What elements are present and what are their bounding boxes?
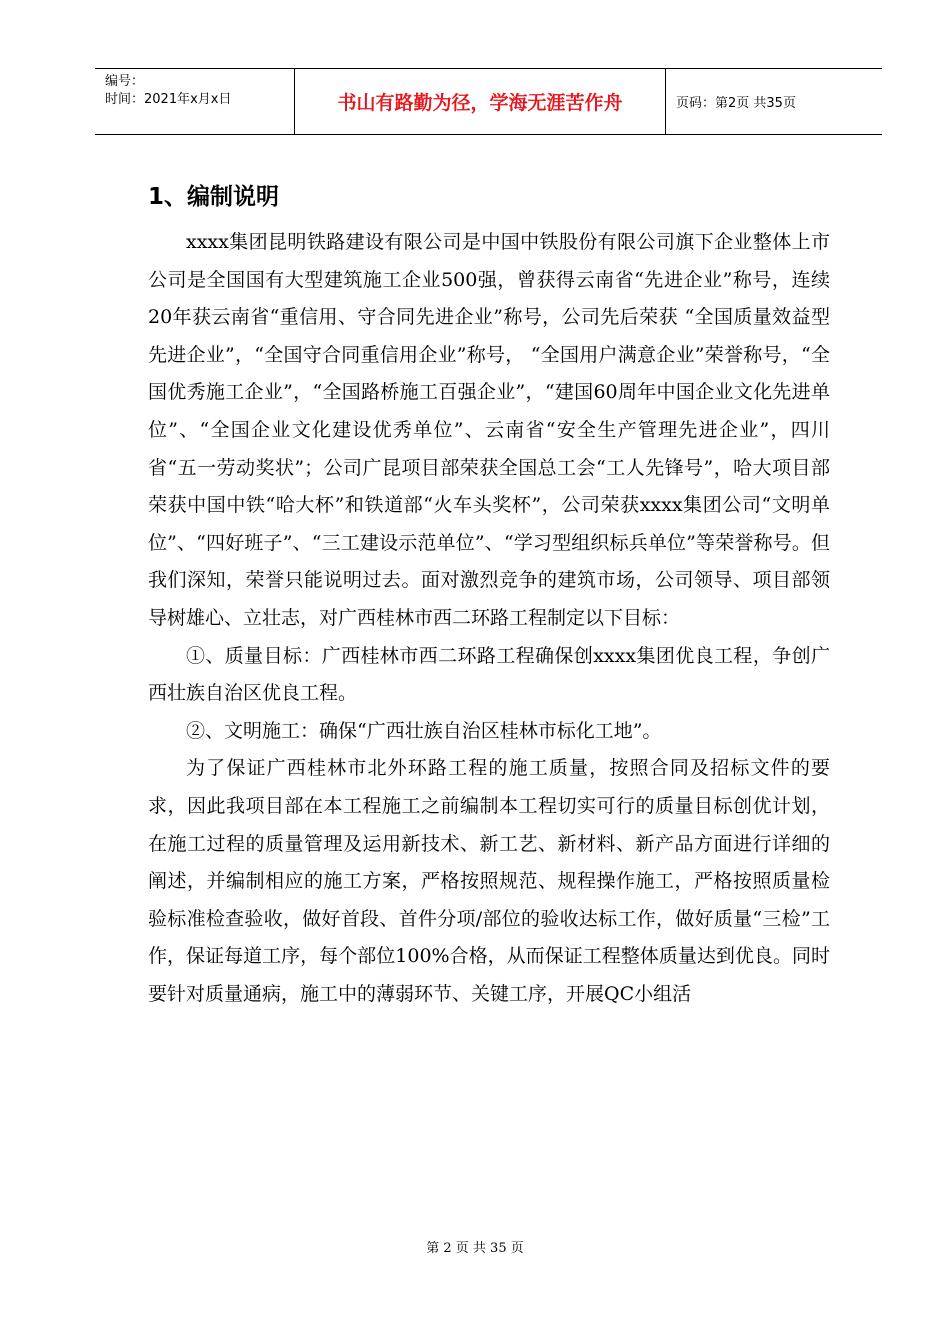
body-paragraph: ②、文明施工：确保“广西壮族自治区桂林市标化工地”。	[186, 719, 662, 742]
body-paragraph: ①、质量目标：广西桂林市西二环路工程确保创xxxx集团优良工程，争创广西壮族自治区优良工程。	[148, 644, 830, 705]
document-body	[148, 174, 830, 1013]
header-info-cell	[95, 69, 295, 134]
header-motto-cell	[295, 69, 666, 134]
header-page-number: 页码：第2页 共35页	[676, 96, 796, 111]
page-footer: 第 2 页 共 35 页	[426, 1241, 524, 1256]
section-heading: 1、编制说明	[148, 184, 280, 210]
header-motto: 书山有路勤为径，学海无涯苦作舟	[337, 92, 623, 114]
body-paragraph: 为了保证广西桂林市北外环路工程的施工质量，按照合同及招标文件的要求，因此我项目部在本工程施工之前编制本工程切实可行的质量目标创优计划，在施工过程的质量管理及运用新技术、新工艺、新材料、新产品方面进行详细的阐述，并编制相应的施工方案，严格按照规范、规程操作施工，严格按照质量检验标准检查验收，做好首段、首件分项/部位的验收达标工作，做好质量“三检”工作，保证每道工序，每个部位100%合格，从而保证工程整体质量达到优良。同时要针对质量通病，施工中的薄弱环节、关键工序，开展QC小组活	[148, 757, 830, 1005]
header-page-cell	[666, 69, 882, 134]
document-code-label: 编号：	[105, 74, 145, 89]
document-time-label: 时间：2021年x月x日	[105, 92, 232, 107]
body-paragraph: xxxx集团昆明铁路建设有限公司是中国中铁股份有限公司旗下企业整体上市公司是全国国有大型建筑施工企业500强，曾获得云南省“先进企业”称号，连续20年获云南省“重信用、守合同先进企业”称号，公司先后荣获 “全国质量效益型先进企业”，“全国守合同重信用企业”称号， “全国用户满意企业”荣誉称号，“全国优秀施工企业”，“全国路桥施工百强企业”，“建国60周年中国企业文化先进单位”、“全国企业文化建设优秀单位”、云南省“安全生产管理先进企业”，四川省“五一劳动奖状”；公司广昆项目部荣获全国总工会“工人先锋号”，哈大项目部荣获中国中铁“哈大杯”和铁道部“火车头奖杯”，公司荣获xxxx集团公司“文明单位”、“四好班子”、“三工建设示范单位”、“学习型组织标兵单位”等荣誉称号。但我们深知，荣誉只能说明过去。面对激烈竞争的建筑市场，公司领导、项目部领导树雄心、立壮志，对广西桂林市西二环路工程制定以下目标：	[148, 231, 830, 629]
page-header	[95, 68, 882, 135]
